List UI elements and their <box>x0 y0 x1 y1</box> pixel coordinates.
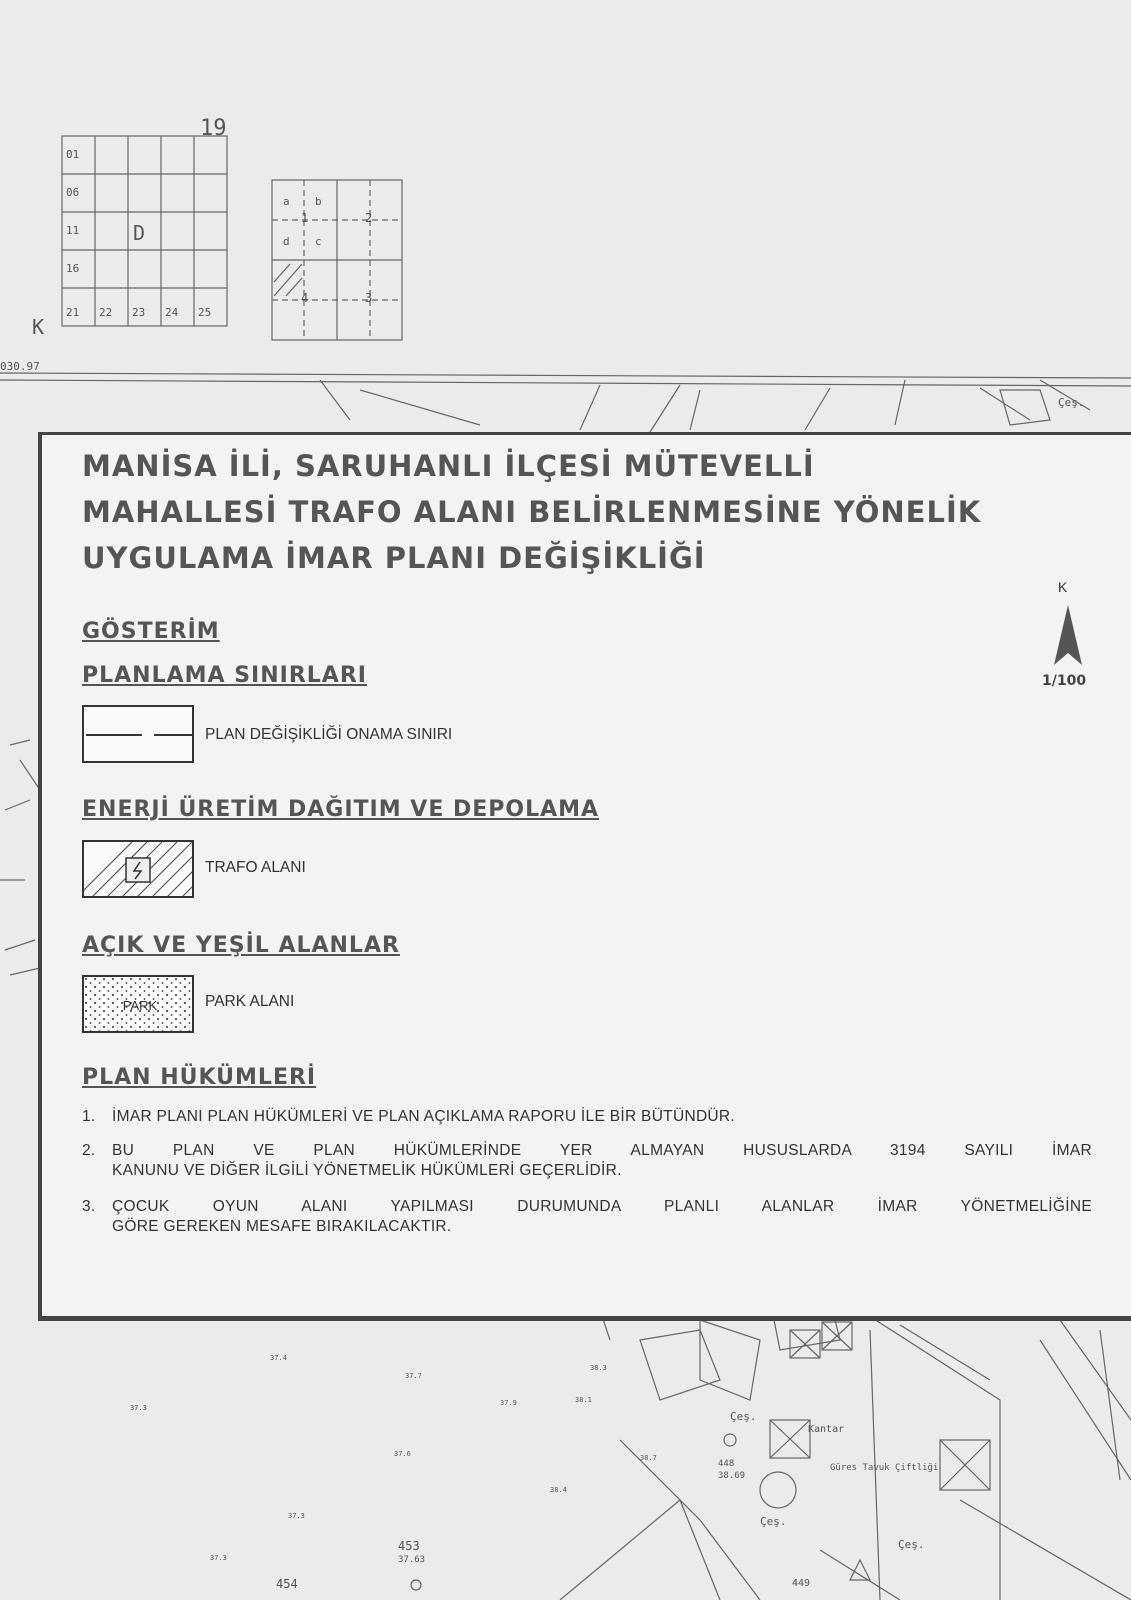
subgrid-letter: d <box>283 235 290 248</box>
map-coordinate: 030.97 <box>0 360 40 373</box>
energy-heading: ENERJİ ÜRETİM DAĞITIM VE DEPOLAMA <box>82 797 600 822</box>
elevation-label: 38.69 <box>718 1471 746 1481</box>
title-line-2: MAHALLESİ TRAFO ALANI BELİRLENMESİNE YÖNELİK <box>82 495 982 529</box>
provision-text: GÖRE GEREKEN MESAFE BIRAKILACAKTIR. <box>112 1218 452 1235</box>
subgrid-letter: a <box>283 195 290 208</box>
provision-item <box>82 1107 1092 1127</box>
grid-cell-label: 23 <box>132 306 146 319</box>
provision-item <box>82 1197 1092 1237</box>
fountain-label: Çeş. <box>760 1515 787 1528</box>
hatched-trafo-icon <box>84 842 194 898</box>
title-line-3: UYGULAMA İMAR PLANI DEĞİŞİKLİĞİ <box>82 541 706 575</box>
elevation-label: 37.3 <box>288 1512 305 1520</box>
grid-cell-label: 11 <box>66 224 80 237</box>
provision-text: BU PLAN VE PLAN HÜKÜMLERİNDE YER ALMAYAN HUSUSLARDA 3194 SAYILI İMAR <box>112 1142 1092 1159</box>
map-north-letter: K <box>32 315 45 339</box>
plan-legend-panel <box>38 432 1131 1321</box>
subgrid-number: 4 <box>301 291 309 305</box>
provision-number: 1. <box>82 1108 96 1125</box>
elevation-label: 37.3 <box>210 1554 227 1562</box>
elevation-label: 38.7 <box>640 1454 657 1462</box>
place-label: Kantar <box>808 1424 845 1435</box>
elevation-label: 38.3 <box>590 1364 607 1372</box>
legend-heading: GÖSTERİM <box>82 619 220 644</box>
fountain-label: Çeş. <box>1058 396 1085 409</box>
park-label: PARK ALANI <box>205 993 295 1010</box>
elevation-label: 37.4 <box>270 1354 287 1362</box>
trafo-symbol <box>82 840 194 898</box>
scale-label: 1/100 <box>1042 673 1087 689</box>
grid-cell-label: 06 <box>66 186 80 199</box>
parcel-number: 19 <box>200 116 227 141</box>
place-label: Güres Tavuk Çiftliği <box>830 1463 939 1473</box>
provision-text: İMAR PLANI PLAN HÜKÜMLERİ VE PLAN AÇIKLAMA RAPORU İLE BİR BÜTÜNDÜR. <box>112 1108 736 1125</box>
fountain-label: Çeş. <box>730 1410 757 1423</box>
fountain-label: Çeş. <box>898 1538 925 1551</box>
subgrid-number: 2 <box>365 211 373 225</box>
grid-cell-label: 24 <box>165 306 179 319</box>
grid-cell-label: 21 <box>66 306 80 319</box>
north-letter: K <box>1058 579 1068 595</box>
green-areas-heading: AÇIK VE YEŞİL ALANLAR <box>82 933 400 958</box>
grid-cell-label: 25 <box>198 306 212 319</box>
dotted-park-icon <box>84 977 194 1033</box>
provision-item <box>82 1141 1092 1181</box>
north-arrow-icon <box>1054 605 1082 665</box>
planning-limits-heading: PLANLAMA SINIRLARI <box>82 663 367 688</box>
subgrid-number: 1 <box>301 211 309 225</box>
elevation-label: 453 <box>398 1539 420 1553</box>
elevation-label: 37.6 <box>394 1450 411 1458</box>
grid-cell-label: 16 <box>66 262 80 275</box>
provision-number: 3. <box>82 1198 96 1215</box>
plan-provisions-heading: PLAN HÜKÜMLERİ <box>82 1065 317 1090</box>
elevation-label: 38.1 <box>575 1396 592 1404</box>
subgrid-letter: c <box>315 235 322 248</box>
elevation-label: 37.9 <box>500 1399 517 1407</box>
elevation-label: 449 <box>792 1578 811 1589</box>
grid-letter: D <box>133 221 146 245</box>
provision-text: KANUNU VE DİĞER İLGİLİ YÖNETMELİK HÜKÜMLERİ GEÇERLİDİR. <box>112 1162 622 1179</box>
park-symbol-text: PARK <box>122 998 158 1013</box>
subgrid-number: 3 <box>365 291 373 305</box>
title-line-1: MANİSA İLİ, SARUHANLI İLÇESİ MÜTEVELLİ <box>82 449 815 483</box>
grid-cell-label: 22 <box>99 306 113 319</box>
dashed-boundary-icon <box>84 707 194 763</box>
subgrid-letter: b <box>315 195 322 208</box>
boundary-label: PLAN DEĞİŞİKLİĞİ ONAMA SINIRI <box>205 726 453 743</box>
elevation-label: 448 <box>718 1459 735 1469</box>
provision-text: ÇOCUK OYUN ALANI YAPILMASI DURUMUNDA PLANLI ALANLAR İMAR YÖNETMELİĞİNE <box>112 1198 1092 1215</box>
elevation-label: 37.3 <box>130 1404 147 1412</box>
elevation-label: 37.7 <box>405 1372 422 1380</box>
provision-number: 2. <box>82 1142 96 1159</box>
elevation-label: 38.4 <box>550 1486 567 1494</box>
grid-cell-label: 01 <box>66 148 80 161</box>
trafo-label: TRAFO ALANI <box>205 859 306 876</box>
boundary-symbol <box>82 705 194 763</box>
elevation-label: 454 <box>276 1577 298 1591</box>
park-symbol <box>82 975 194 1033</box>
elevation-label: 37.63 <box>398 1555 426 1565</box>
